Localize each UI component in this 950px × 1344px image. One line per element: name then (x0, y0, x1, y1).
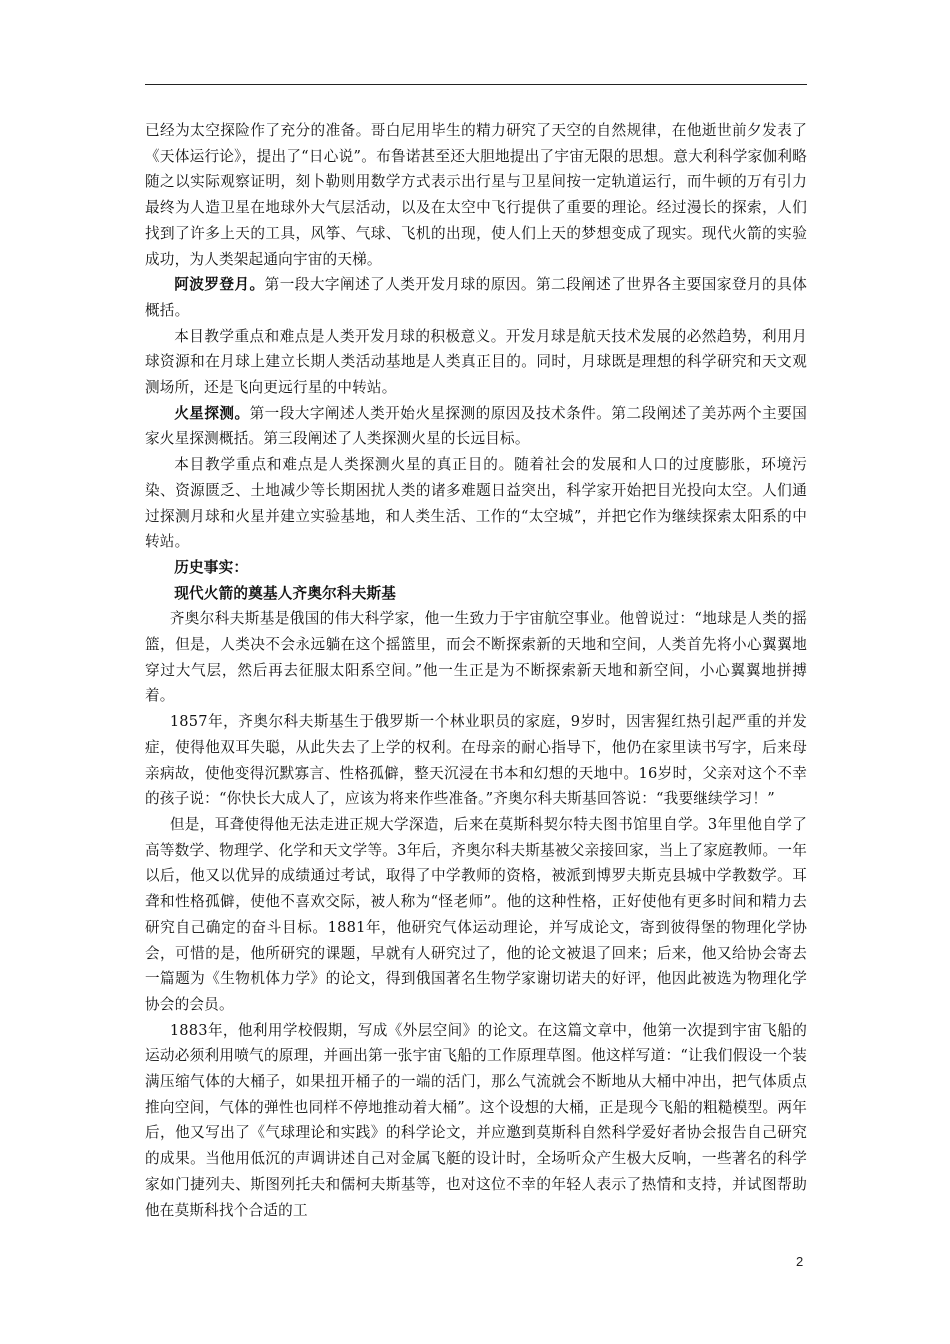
paragraph-moon-focus: 本目教学重点和难点是人类开发月球的积极意义。开发月球是航天技术发展的必然趋势，利用月球资源和在月球上建立长期人类活动基地是人类真正目的。同时，月球既是理想的科学研究和天文观测场所，还是飞向更远行星的中转站。 (145, 327, 807, 397)
paragraph-mars (145, 401, 807, 452)
section-title-apollo: 阿波罗登月。 (174, 276, 265, 294)
paragraph-apollo (145, 272, 807, 323)
paragraph-tsiolkovsky-1883: 1883年，他利用学校假期，写成《外层空间》的论文。在这篇文章中，他第一次提到宇宙飞船的运动必须利用喷气的原理，并画出第一张宇宙飞船的工作原理草图。他这样写道：“让我们假设一个装满压缩气体的大桶子，如果扭开桶子的一端的活门，那么气流就会不断地从大桶中冲出，把气体质点推向空间，气体的弹性也同样不停地推动着大桶”。这个设想的大桶，正是现今飞船的粗糙模型。两年后，他又写出了《气球理论和实践》的科学论文，并应邀到莫斯科自然科学爱好者协会报告自己研究的成果。当他用低沉的声调讲述自己对金属飞艇的设计时，全场听众产生极大反响，一些著名的科学家如门捷列夫、斯图列托夫和儒柯夫斯基等，也对这位不幸的年轻人表示了热情和支持，并试图帮助他在莫斯科找个合适的工 (145, 1021, 807, 1219)
paragraph-mars-focus: 本目教学重点和难点是人类探测火星的真正目的。随着社会的发展和人口的过度膨胀，环境污染、资源匮乏、土地减少等长期困扰人类的诸多难题日益突出，科学家开始把目光投向太空。人们通过探测月球和火星并建立实验基地，和人类生活、工作的“太空城”，并把它作为继续探索太阳系的中转站。 (145, 456, 807, 551)
heading-tsiolkovsky: 现代火箭的奠基人齐奥尔科夫斯基 (174, 584, 397, 602)
paragraph-tsiolkovsky-intro: 齐奥尔科夫斯基是俄国的伟大科学家，他一生致力于宇宙航空事业。他曾说过：“地球是人类的摇篮，但是，人类决不会永远躺在这个摇篮里，而会不断探索新的天地和空间，人类首先将小心翼翼地穿过大气层，然后再去征服太阳系空间。”他一生正是为不断探索新天地和新空间，小心翼翼地拼搏着。 (145, 610, 807, 705)
document-body (145, 118, 807, 1223)
header-rule (145, 84, 807, 85)
paragraph-tsiolkovsky-childhood: 1857年，齐奥尔科夫斯基生于俄罗斯一个林业职员的家庭，9岁时，因害猩红热引起严重的并发症，使得他双耳失聪，从此失去了上学的权利。在母亲的耐心指导下，他仍在家里读书写字，后来母亲病故，使他变得沉默寡言、性格孤僻，整天沉浸在书本和幻想的天地中。16岁时，父亲对这个不幸的孩子说：“你快长大成人了，应该为将来作些准备。”齐奥尔科夫斯基回答说：“我要继续学习！” (145, 713, 807, 808)
page-number: 2 (796, 1254, 804, 1269)
paragraph-tsiolkovsky-selfstudy: 但是，耳聋使得他无法走进正规大学深造，后来在莫斯科契尔特夫图书馆里自学。3年里他自学了高等数学、物理学、化学和天文学等。3年后，齐奥尔科夫斯基被父亲接回家，当上了家庭教师。一年以后，他又以优异的成绩通过考试，取得了中学教师的资格，被派到博罗夫斯克县城中学教数学。耳聋和性格孤僻，使他不喜欢交际，被人称为“怪老师”。他的这种性格，正好使他有更多时间和精力去研究自己确定的奋斗目标。1881年，他研究气体运动理论，并写成论文，寄到彼得堡的物理化学协会，可惜的是，他所研究的课题，早就有人研究过了，他的论文被退了回来；后来，他又给协会寄去一篇题为《生物机体力学》的论文，得到俄国著名生物学家谢切诺夫的好评，他因此被选为物理化学协会的会员。 (145, 815, 807, 1013)
section-text-apollo: 第一段大字阐述了人类开发月球的原因。第二段阐述了世界各主要国家登月的具体概括。 (145, 276, 807, 319)
section-title-mars: 火星探测。 (174, 404, 250, 422)
section-text-mars: 第一段大字阐述人类开始火星探测的原因及技术条件。第二段阐述了美苏两个主要国家火星探测概括。第三段阐述了人类探测火星的长远目标。 (145, 404, 807, 448)
heading-historical-facts: 历史事实： (174, 558, 249, 576)
paragraph-intro-continued: 已经为太空探险作了充分的准备。哥白尼用毕生的精力研究了天空的自然规律，在他逝世前夕发表了《天体运行论》，提出了“日心说”。布鲁诺甚至还大胆地提出了宇宙无限的思想。意大利科学家伽利略随之以实际观察证明，刻卜勒则用数学方式表示出行星与卫星间按一定轨道运行，而牛顿的万有引力最终为人造卫星在地球外大气层活动，以及在太空中飞行提供了重要的理论。经过漫长的探索，人们找到了许多上天的工具，风筝、气球、飞机的出现，使人们上天的梦想变成了现实。现代火箭的实验成功，为人类架起通向宇宙的天梯。 (145, 122, 807, 268)
